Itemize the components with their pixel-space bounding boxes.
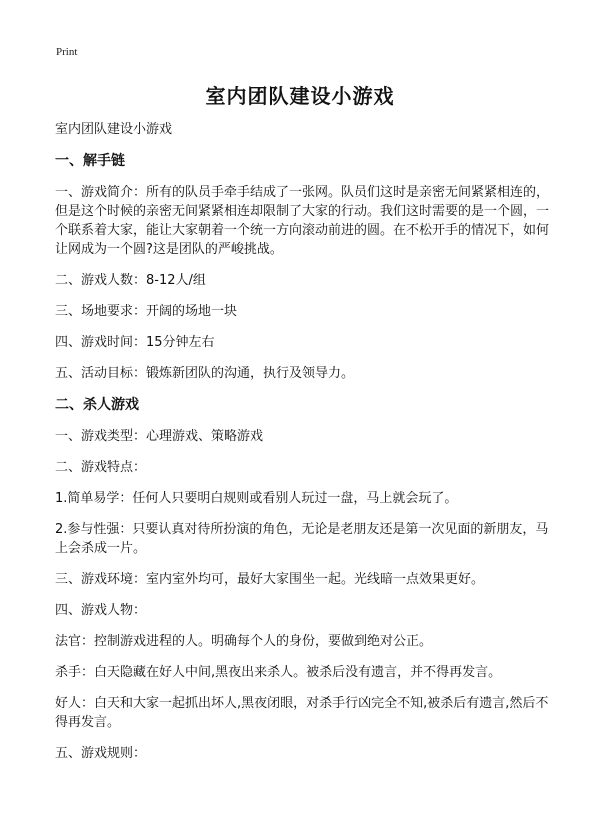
- venue-line: 三、场地要求：开阔的场地一块: [55, 304, 238, 319]
- goal-line: 五、活动目标：锻炼新团队的沟通，执行及领导力。: [55, 366, 355, 381]
- game-type-line: 一、游戏类型：心理游戏、策略游戏: [55, 429, 264, 444]
- document-subtitle: 室内团队建设小游戏: [55, 122, 173, 137]
- game-intro-paragraph: 一、游戏简介：所有的队员手牵手结成了一张网。队员们这时是亲密无间紧紧相连的，但是这个时候的亲密无间紧紧相连却限制了大家的行动。我们这时需要的是一个圆，一个联系着大家，能让大家朝着一个统一方向滚动前进的圆。在不松开手的情况下，如何让网成为一个圆?这是团队的严峻挑战。: [55, 185, 550, 257]
- page-title: 室内团队建设小游戏: [205, 84, 395, 108]
- role-judge: 法官：控制游戏进程的人。明确每个人的身份，要做到绝对公正。: [55, 634, 433, 649]
- feature-item: 1.简单易学：任何人只要明白规则或看别人玩过一盘，马上就会玩了。: [55, 491, 458, 506]
- role-civilian: 好人：白天和大家一起抓出坏人,黑夜闭眼，对杀手行凶完全不知,被杀后有遗言,然后不得再发言。: [55, 696, 549, 730]
- features-label: 二、游戏特点：: [55, 460, 147, 475]
- rules-label: 五、游戏规则：: [55, 746, 147, 761]
- section-heading: 二、杀人游戏: [55, 397, 139, 413]
- section-untangle-chain: [55, 151, 555, 383]
- section-mafia-game: [55, 395, 555, 763]
- feature-item: 2.参与性强：只要认真对待所扮演的角色，无论是老朋友还是第一次见面的新朋友，马上会杀成一片。: [55, 522, 549, 556]
- role-killer: 杀手：白天隐藏在好人中间,黑夜出来杀人。被杀后没有遗言，并不得再发言。: [55, 665, 502, 680]
- section-heading: 一、解手链: [55, 153, 125, 169]
- document-body: [55, 120, 555, 775]
- roles-label: 四、游戏人物：: [55, 603, 147, 618]
- player-count-line: 二、游戏人数：8-12人/组: [55, 273, 206, 288]
- duration-line: 四、游戏时间：15分钟左右: [55, 335, 215, 350]
- environment-line: 三、游戏环境：室内室外均可，最好大家围坐一起。光线暗一点效果更好。: [55, 572, 485, 587]
- print-link[interactable]: Print: [56, 46, 78, 58]
